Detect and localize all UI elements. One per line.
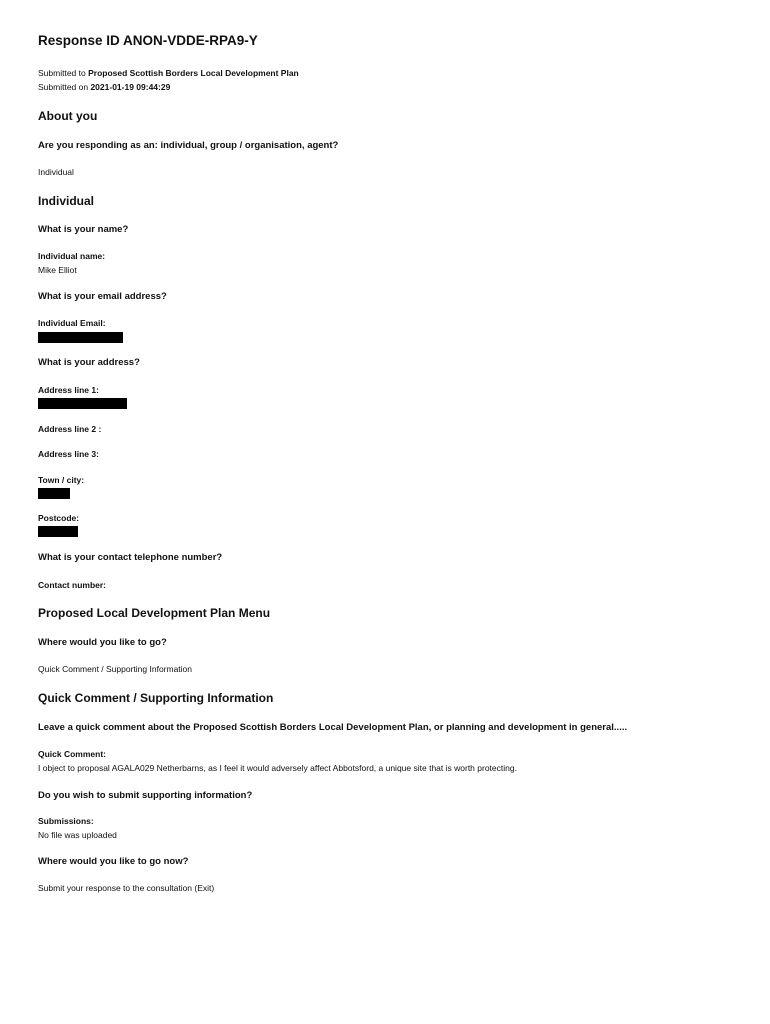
next-step-question: Where would you like to go now?	[38, 856, 189, 867]
postcode-redaction	[38, 526, 78, 537]
quick-comment-label: Quick Comment:	[38, 749, 107, 759]
phone-label: Contact number:	[38, 580, 106, 590]
address-line-1-label: Address line 1:	[38, 385, 99, 395]
submissions-value: No file was uploaded	[38, 830, 117, 840]
address-line-2-label: Address line 2 :	[38, 424, 102, 434]
email-label: Individual Email:	[38, 318, 106, 328]
name-label: Individual name:	[38, 251, 106, 261]
supporting-info-question: Do you wish to submit supporting information?	[38, 790, 253, 801]
next-step-answer: Submit your response to the consultation (Exit)	[38, 883, 215, 893]
quick-comment-question: Leave a quick comment about the Proposed Scottish Borders Local Development Plan, or planning and development in general.....	[38, 722, 628, 733]
respondent-type-answer: Individual	[38, 167, 74, 177]
postcode-label: Postcode:	[38, 513, 80, 523]
submitted-on-line	[38, 82, 170, 92]
response-id-title: Response ID ANON-VDDE-RPA9-Y	[38, 33, 258, 48]
submitted-on-prefix: Submitted on	[38, 82, 91, 92]
individual-heading: Individual	[38, 194, 95, 208]
submitted-to-line	[38, 68, 299, 78]
email-redaction	[38, 332, 123, 343]
about-you-heading: About you	[38, 109, 98, 123]
respondent-type-question: Are you responding as an: individual, group / organisation, agent?	[38, 140, 339, 151]
quick-comment-heading: Quick Comment / Supporting Information	[38, 691, 274, 705]
quick-comment-value: I object to proposal AGALA029 Netherbarns, as I feel it would adversely affect Abbotsford, a unique site that is worth protecting.	[38, 763, 517, 773]
menu-answer: Quick Comment / Supporting Information	[38, 664, 193, 674]
menu-heading: Proposed Local Development Plan Menu	[38, 606, 271, 620]
submitted-on-value: 2021-01-19 09:44:29	[90, 82, 171, 92]
town-label: Town / city:	[38, 475, 85, 485]
name-value: Mike Elliot	[38, 265, 77, 275]
address-question: What is your address?	[38, 357, 140, 368]
town-redaction	[38, 488, 70, 499]
name-question: What is your name?	[38, 224, 129, 235]
address-line-1-redaction	[38, 398, 127, 409]
submissions-label: Submissions:	[38, 816, 94, 826]
submitted-to-value: Proposed Scottish Borders Local Development Plan	[88, 68, 299, 78]
email-question: What is your email address?	[38, 291, 167, 302]
address-line-3-label: Address line 3:	[38, 449, 99, 459]
phone-question: What is your contact telephone number?	[38, 552, 223, 563]
menu-question: Where would you like to go?	[38, 637, 167, 648]
submitted-to-prefix: Submitted to	[38, 68, 89, 78]
